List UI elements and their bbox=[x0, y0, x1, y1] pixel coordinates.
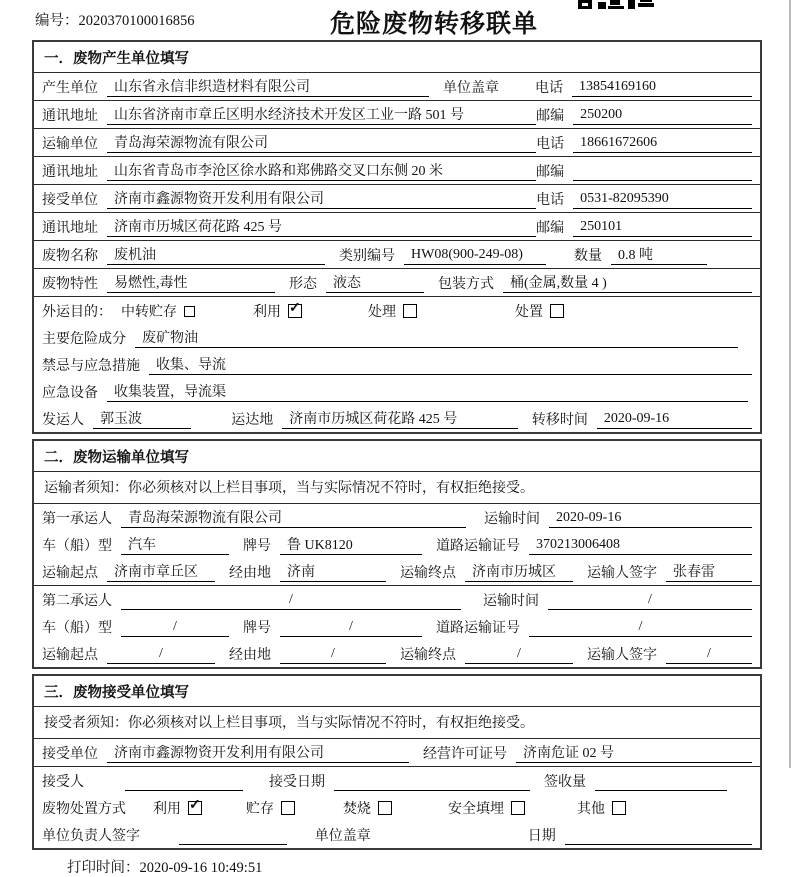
section-transporter bbox=[32, 439, 762, 669]
row-route-2 bbox=[34, 640, 760, 667]
row-producer-unit bbox=[34, 73, 760, 101]
accept-date-label: 接受日期 bbox=[269, 775, 325, 790]
waste-code-label: 类别编号 bbox=[339, 249, 395, 264]
purpose-option-utilize bbox=[253, 301, 302, 321]
row-transfer-purpose bbox=[34, 297, 760, 324]
license-value: 济南危证 02 号 bbox=[516, 742, 752, 763]
waste-traits-label: 废物特性 bbox=[42, 277, 98, 292]
row-vehicle-type-2 bbox=[34, 613, 760, 640]
document-number-label: 编号： bbox=[35, 13, 79, 29]
date-label: 日期 bbox=[527, 829, 556, 844]
carrier-sign-value: 张春雷 bbox=[666, 561, 752, 582]
waste-name-label: 废物名称 bbox=[42, 249, 98, 264]
accept-date-value bbox=[334, 773, 530, 791]
row-route-1 bbox=[34, 558, 760, 586]
producer-unit-label: 产生单位 bbox=[42, 81, 98, 96]
via-value: 济南 bbox=[280, 561, 386, 582]
producer-phone-label: 电话 bbox=[535, 81, 563, 96]
via2-label: 经由地 bbox=[229, 648, 271, 663]
section-producer bbox=[32, 40, 762, 434]
document-header bbox=[0, 0, 796, 38]
second-carrier-value: / bbox=[121, 592, 461, 610]
shipper-label: 发运人 bbox=[42, 413, 84, 428]
transfer-time-value: 2020-09-16 bbox=[597, 411, 752, 429]
waste-traits-value: 易燃性,毒性 bbox=[107, 272, 275, 293]
waste-form-label: 形态 bbox=[289, 277, 317, 292]
shipper-value: 郭玉波 bbox=[93, 408, 191, 429]
disposal-other-label: 其他 bbox=[577, 802, 605, 817]
disposal-option-other bbox=[577, 798, 626, 818]
road-permit-label: 道路运输证号 bbox=[436, 539, 520, 554]
section-receiver-title: 三．废物接受单位填写 bbox=[34, 676, 760, 707]
row-emergency-equipment bbox=[34, 378, 760, 405]
purpose-option-treat bbox=[368, 301, 417, 321]
transporter-notice: 运输者须知：你必须核对以上栏目事项，当与实际情况不符时，有权拒绝接受。 bbox=[34, 472, 760, 504]
vehicle-type-label: 车（船）型 bbox=[42, 539, 112, 554]
transport-zip-label: 邮编 bbox=[536, 165, 565, 180]
packing-value: 桶(金属,数量 4 ) bbox=[503, 272, 752, 293]
row-second-carrier bbox=[34, 586, 760, 613]
transport-time-value: 2020-09-16 bbox=[549, 510, 752, 528]
carrier-sign2-label: 运输人签字 bbox=[587, 648, 657, 663]
receiver-zip-value: 250101 bbox=[573, 219, 752, 237]
row-vehicle-type bbox=[34, 531, 760, 558]
plate-number-value: 鲁 UK8120 bbox=[280, 534, 422, 555]
disposal-utilize-label: 利用 bbox=[153, 802, 181, 817]
row-hazard-component bbox=[34, 324, 760, 351]
row-producer-address bbox=[34, 101, 760, 129]
document-number-value: 2020370100016856 bbox=[78, 13, 195, 29]
row-waste-name bbox=[34, 241, 760, 269]
transport-time2-value: / bbox=[548, 592, 752, 610]
purpose-option-dispose bbox=[515, 301, 564, 321]
producer-phone-value: 13854169160 bbox=[572, 79, 752, 97]
transport-time-label: 运输时间 bbox=[484, 512, 540, 527]
producer-address-value: 山东省济南市章丘区明水经济技术开发区工业一路 501 号 bbox=[107, 104, 536, 125]
purpose-storage-checkbox bbox=[184, 306, 195, 317]
row-disposal-method bbox=[34, 794, 760, 821]
purpose-utilize-label: 利用 bbox=[253, 305, 281, 320]
waste-form-value: 液态 bbox=[326, 272, 424, 293]
transport-zip-value bbox=[573, 163, 752, 181]
responsible-sign-value bbox=[179, 827, 287, 845]
plate-number-label: 牌号 bbox=[243, 539, 271, 554]
first-carrier-label: 第一承运人 bbox=[42, 512, 112, 527]
section-receiver bbox=[32, 674, 762, 850]
carrier-sign2-value: / bbox=[666, 646, 752, 664]
via-label: 经由地 bbox=[229, 566, 271, 581]
purpose-dispose-checkbox bbox=[550, 304, 564, 318]
disposal-option-store bbox=[246, 798, 295, 818]
receiver-zip-label: 邮编 bbox=[536, 221, 565, 236]
section-transporter-title: 二．废物运输单位填写 bbox=[34, 441, 760, 472]
vehicle-type2-label: 车（船）型 bbox=[42, 621, 112, 636]
row-transport-address bbox=[34, 157, 760, 185]
sign-quantity-label: 签收量 bbox=[544, 775, 586, 790]
unit-seal-label: 单位盖章 bbox=[443, 81, 499, 96]
transport-address-value: 山东省青岛市李沧区徐水路和郑佛路交叉口东侧 20 米 bbox=[107, 160, 536, 181]
receiver-unit-label: 接受单位 bbox=[42, 193, 98, 208]
packing-label: 包装方式 bbox=[438, 277, 494, 292]
producer-zip-label: 邮编 bbox=[536, 109, 565, 124]
row-shipper bbox=[34, 405, 760, 432]
vehicle-type-value: 汽车 bbox=[121, 534, 229, 555]
disposal-incinerate-checkbox bbox=[378, 801, 392, 815]
row-responsible-sign bbox=[34, 821, 760, 848]
accept-person-value bbox=[125, 773, 243, 791]
endpoint-value: 济南市历城区 bbox=[465, 561, 573, 582]
plate-number2-label: 牌号 bbox=[243, 621, 271, 636]
purpose-dispose-label: 处置 bbox=[515, 305, 543, 320]
hazard-component-label: 主要危险成分 bbox=[42, 332, 126, 347]
road-permit-value: 370213006408 bbox=[529, 537, 752, 555]
first-carrier-value: 青岛海荣源物流有限公司 bbox=[121, 507, 466, 528]
hazard-component-value: 废矿物油 bbox=[135, 327, 738, 348]
row-first-carrier bbox=[34, 504, 760, 531]
disposal-other-checkbox bbox=[612, 801, 626, 815]
emergency-equipment-label: 应急设备 bbox=[42, 386, 98, 401]
road-permit2-label: 道路运输证号 bbox=[436, 621, 520, 636]
disposal-option-landfill bbox=[448, 798, 525, 818]
origin-label: 运输起点 bbox=[42, 566, 98, 581]
second-carrier-label: 第二承运人 bbox=[42, 594, 112, 609]
page-title: 危险废物转移联单 bbox=[330, 11, 539, 38]
destination-label: 运达地 bbox=[231, 413, 274, 428]
emergency-equipment-value: 收集装置，导流渠 bbox=[107, 381, 748, 402]
purpose-utilize-checkbox bbox=[288, 304, 302, 318]
accept-person-label: 接受人 bbox=[42, 775, 84, 790]
producer-unit-value: 山东省永信非织造材料有限公司 bbox=[107, 76, 429, 97]
disposal-landfill-checkbox bbox=[511, 801, 525, 815]
transfer-time-label: 转移时间 bbox=[531, 413, 588, 428]
waste-qty-value: 0.8 吨 bbox=[611, 244, 707, 265]
responsible-sign-label: 单位负责人签字 bbox=[42, 829, 140, 844]
carrier-sign-label: 运输人签字 bbox=[587, 566, 657, 581]
row-waste-traits bbox=[34, 269, 760, 297]
vehicle-type2-value: / bbox=[121, 619, 229, 637]
transport-unit-label: 运输单位 bbox=[42, 137, 98, 152]
row-transport-unit bbox=[34, 129, 760, 157]
receiver-address-label: 通讯地址 bbox=[42, 221, 98, 236]
page-edge-divider bbox=[789, 0, 791, 768]
endpoint2-label: 运输终点 bbox=[400, 648, 456, 663]
producer-address-label: 通讯地址 bbox=[42, 109, 98, 124]
qr-code-icon bbox=[578, 0, 654, 9]
accept-unit-value: 济南市鑫源物资开发利用有限公司 bbox=[107, 742, 409, 763]
transport-phone-value: 18661672606 bbox=[573, 135, 752, 153]
unit-seal2-label: 单位盖章 bbox=[314, 829, 371, 844]
purpose-option-storage bbox=[121, 301, 195, 321]
license-label: 经营许可证号 bbox=[423, 747, 507, 762]
disposal-method-label: 废物处置方式 bbox=[42, 802, 126, 817]
origin-value: 济南市章丘区 bbox=[107, 561, 215, 582]
origin2-value: / bbox=[107, 646, 215, 664]
print-time bbox=[67, 856, 762, 877]
destination-value: 济南市历城区荷花路 425 号 bbox=[282, 408, 518, 429]
disposal-store-checkbox bbox=[281, 801, 295, 815]
form-body bbox=[32, 40, 762, 877]
transport-time2-label: 运输时间 bbox=[483, 594, 539, 609]
receiver-address-value: 济南市历城区荷花路 425 号 bbox=[107, 216, 536, 237]
endpoint-label: 运输终点 bbox=[400, 566, 456, 581]
waste-qty-label: 数量 bbox=[574, 249, 602, 264]
accept-unit-label: 接受单位 bbox=[42, 747, 98, 762]
print-time-label: 打印时间： bbox=[67, 860, 140, 876]
via2-value: / bbox=[280, 646, 386, 664]
receiver-phone-label: 电话 bbox=[536, 193, 565, 208]
receiver-unit-value: 济南市鑫源物资开发利用有限公司 bbox=[107, 188, 536, 209]
document-number bbox=[35, 9, 195, 30]
row-accept-person bbox=[34, 767, 760, 794]
producer-zip-value: 250200 bbox=[573, 107, 752, 125]
disposal-utilize-checkbox bbox=[188, 801, 202, 815]
date-value bbox=[565, 827, 752, 845]
row-accept-unit bbox=[34, 739, 760, 767]
row-receiver-unit bbox=[34, 185, 760, 213]
emergency-measures-label: 禁忌与应急措施 bbox=[42, 359, 140, 374]
purpose-treat-checkbox bbox=[403, 304, 417, 318]
transfer-purpose-label: 外运目的： bbox=[42, 305, 112, 320]
purpose-treat-label: 处理 bbox=[368, 305, 396, 320]
sign-quantity-value bbox=[595, 773, 727, 791]
plate-number2-value: / bbox=[280, 619, 422, 637]
section-producer-title: 一．废物产生单位填写 bbox=[34, 42, 760, 73]
transport-address-label: 通讯地址 bbox=[42, 165, 98, 180]
transport-phone-label: 电话 bbox=[536, 137, 565, 152]
disposal-incinerate-label: 焚烧 bbox=[343, 802, 371, 817]
row-emergency-measures bbox=[34, 351, 760, 378]
waste-name-value: 废机油 bbox=[107, 244, 325, 265]
road-permit2-value: / bbox=[529, 619, 752, 637]
disposal-option-utilize bbox=[153, 798, 202, 818]
row-receiver-address bbox=[34, 213, 760, 241]
disposal-option-incinerate bbox=[343, 798, 392, 818]
waste-code-value: HW08(900-249-08) bbox=[404, 247, 546, 265]
endpoint2-value: / bbox=[465, 646, 573, 664]
transport-unit-value: 青岛海荣源物流有限公司 bbox=[107, 132, 536, 153]
disposal-landfill-label: 安全填埋 bbox=[448, 802, 504, 817]
emergency-measures-value: 收集、导流 bbox=[149, 354, 752, 375]
origin2-label: 运输起点 bbox=[42, 648, 98, 663]
receiver-phone-value: 0531-82095390 bbox=[573, 191, 752, 209]
print-time-value: 2020-09-16 10:49:51 bbox=[139, 860, 263, 876]
receiver-notice: 接受者须知：你必须核对以上栏目事项，当与实际情况不符时，有权拒绝接受。 bbox=[34, 707, 760, 739]
disposal-store-label: 贮存 bbox=[246, 802, 274, 817]
purpose-storage-label: 中转贮存 bbox=[121, 305, 177, 320]
